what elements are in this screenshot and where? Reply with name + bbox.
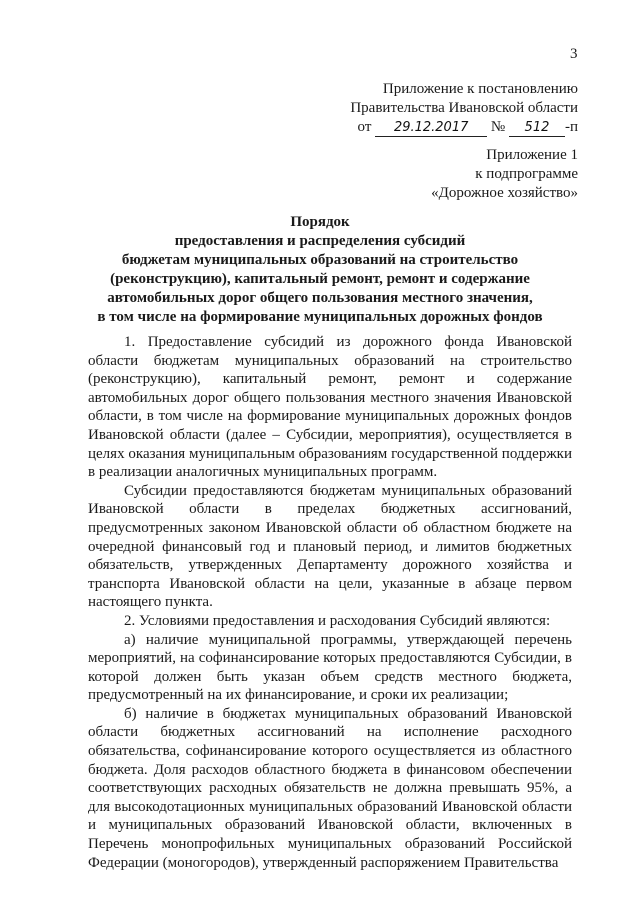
title-line: бюджетам муниципальных образований на строительство bbox=[121, 252, 519, 268]
title-line: (реконструкцию), капитальный ремонт, ремонт и содержание bbox=[110, 271, 530, 287]
appendix-line-1: Приложение к постановлению bbox=[382, 81, 578, 97]
title-line: в том числе на формирование муниципальных дорожных фондов bbox=[97, 309, 543, 325]
sub-appendix-line-2: к подпрограмме bbox=[475, 166, 578, 182]
sub-appendix-line-1: Приложение 1 bbox=[486, 147, 578, 163]
document-body bbox=[88, 333, 572, 872]
title-heading: Порядок bbox=[290, 214, 350, 230]
number-suffix: -п bbox=[564, 119, 578, 135]
paragraph-3: 2. Условиями предоставления и расходования Субсидий являются: bbox=[124, 612, 551, 629]
appendix-line-2: Правительства Ивановской области bbox=[350, 100, 578, 116]
handwritten-date: 29.12.2017 bbox=[375, 120, 487, 137]
sub-appendix-line-3: «Дорожное хозяйство» bbox=[431, 185, 578, 201]
appendix-header bbox=[350, 80, 578, 137]
order-reference bbox=[358, 118, 578, 137]
title-line: автомобильных дорог общего пользования местного значения, bbox=[107, 290, 533, 306]
handwritten-number: 512 bbox=[509, 120, 565, 137]
number-prefix: № bbox=[490, 119, 506, 135]
page-number: 3 bbox=[570, 46, 578, 62]
title-line: предоставления и распределения субсидий bbox=[174, 233, 466, 249]
date-prefix: от bbox=[357, 119, 372, 135]
paragraph-4: а) наличие муниципальной программы, утверждающей перечень мероприятий, на софинансирование которых предоставляются Субсидии, в которой должен быть указан объем средств местного бюджета, предусмотренный на их финансирование, и сроки их реализации; bbox=[88, 631, 572, 704]
document-title bbox=[80, 213, 560, 327]
paragraph-2: Субсидии предоставляются бюджетам муниципальных образований Ивановской области в пределах бюджетных ассигнований, предусмотренных законом Ивановской области об областном бюджете на очередной финансовый год и плановый период, и лимитов бюджетных обязательств, утвержденных Департаменту дорожного хозяйства и транспорта Ивановской области на цели, указанные в абзаце первом настоящего пункта. bbox=[88, 482, 572, 611]
paragraph-1: 1. Предоставление субсидий из дорожного фонда Ивановской области бюджетам муниципальных образований на строительство (реконструкцию), капитальный ремонт, ремонт и содержание автомобильных дорог общего пользования местного значения Ивановской области, в том числе на формирование муниципальных дорожных фондов Ивановской области (далее – Субсидии, мероприятия), осуществляется в целях оказания муниципальным образованиям государственной поддержки в реализации аналогичных муниципальных программ. bbox=[88, 334, 572, 481]
sub-appendix-header bbox=[431, 146, 578, 203]
paragraph-5: б) наличие в бюджетах муниципальных образований Ивановской области бюджетных ассигнований на исполнение расходного обязательства, софинансирование которого осуществляется из областного бюджета. Доля расходов областного бюджета в финансовом обеспечении соответствующих расходных обязательств не должна превышать 95%, а для высокодотационных муниципальных образований Ивановской области и муниципальных образований Ивановской области, включенных в Перечень монопрофильных муниципальных образований Российской Федерации (моногородов), утвержденный распоряжением Правительства bbox=[88, 705, 572, 871]
